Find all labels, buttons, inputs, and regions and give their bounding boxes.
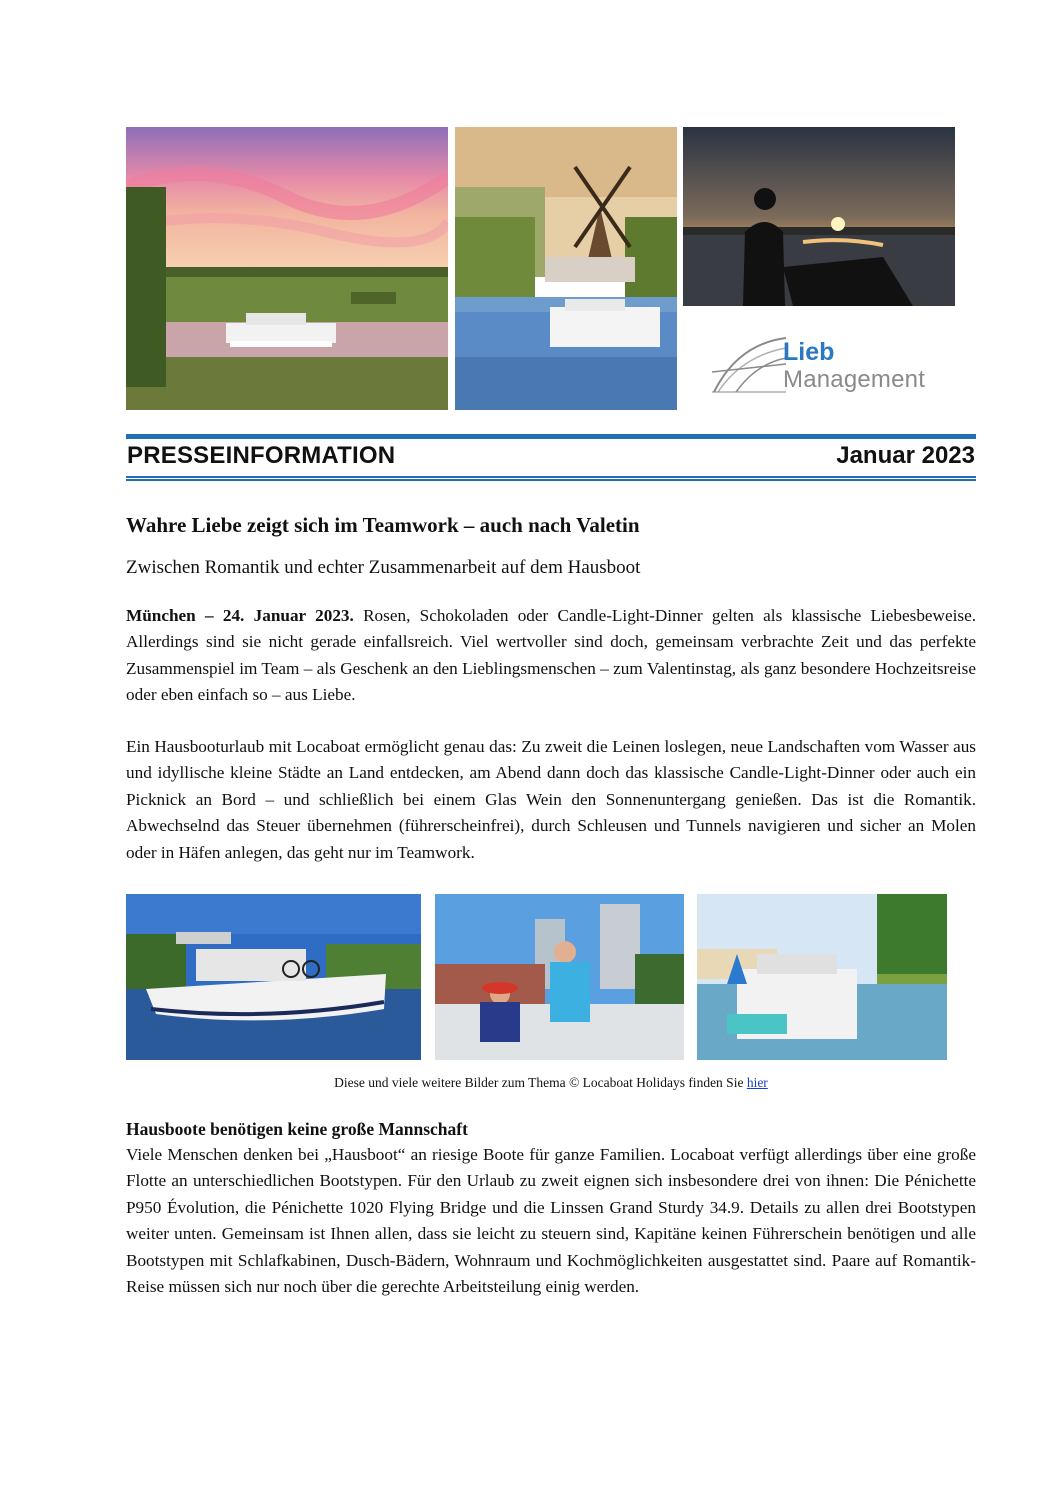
intro-paragraph — [126, 603, 976, 709]
headline: Wahre Liebe zeigt sich im Teamwork – auch nach Valetin — [126, 513, 640, 537]
caption-link[interactable]: hier — [746, 1075, 768, 1090]
image-caption — [126, 1075, 976, 1091]
press-date: Januar 2023 — [836, 442, 975, 469]
section-paragraph: Viele Menschen denken bei „Hausboot“ an riesige Boote für ganze Familien. Locaboat verfügt allerdings über eine große Flotte an unterschiedlichen Bootstypen. Für den Urlaub zu zweit eignen sich insbesondere drei von ihnen: Die Pénichette P950 Évolution, die Pénichette 1020 Flying Bridge und die Linssen Grand Sturdy 34.9. Details zu allen drei Bootstypen weiter unten. Gemeinsam ist Ihnen allen, dass sie leicht zu steuern sind, Kapitäne keinen Führerschein benötigen und alle Bootstypen mit Schlafkabinen, Dusch-Bädern, Wohnraum und Kochmöglichkeiten ausgestattet sind. Paare auf Romantik-Reise müssen sich nur noch über die gerechte Arbeitsteilung einig werden. — [126, 1145, 976, 1297]
subheadline: Zwischen Romantik und echter Zusammenarbeit auf dem Hausboot — [126, 557, 641, 578]
logo-text-management: Management — [783, 366, 926, 393]
photo-sunset-silhouette — [683, 127, 955, 306]
header-rule-bottom-2 — [126, 479, 976, 481]
photo-boat-harbor — [697, 894, 947, 1060]
dateline: München – 24. Januar 2023. — [126, 606, 354, 625]
lieb-management-logo — [708, 330, 958, 400]
press-label: PRESSEINFORMATION — [127, 442, 396, 469]
header-rule-bottom-1 — [126, 476, 976, 478]
intro-text: Rosen, Schokoladen oder Candle-Light-Dinner gelten als klassische Liebesbeweise. Allerdings sind sie nicht gerade einfallsreich. Viel wertvoller sind doch, gemeinsam verbrachte Zeit und das perfekte Zusammenspiel im Team – als Geschenk an den Lieblingsmenschen – zum Valentinstag, als ganz besondere Hochzeitsreise oder eben einfach so – aus Liebe. — [126, 606, 976, 705]
section-title: Hausboote benötigen keine große Mannschaft — [126, 1119, 468, 1139]
photo-houseboat-lake — [126, 894, 421, 1060]
logo-text-lieb: Lieb — [783, 338, 835, 366]
paragraph-2: Ein Hausbooturlaub mit Locaboat ermöglicht genau das: Zu zweit die Leinen loslegen, neue Landschaften vom Wasser aus und idyllische kleine Städte an Land entdecken, am Abend dann doch das klassische Candle-Light-Dinner oder auch ein Picknick an Bord – und schließlich bei einem Glas Wein den Sonnenuntergang genießen. Das ist die Romantik. Abwechselnd das Steuer übernehmen (führerscheinfrei), durch Schleusen und Tunnels navigieren und sicher an Molen oder in Häfen anlegen, das geht nur im Teamwork. — [126, 737, 976, 862]
photo-couple-city — [435, 894, 684, 1060]
lieb-management-logo-icon — [708, 334, 788, 396]
photo-windmill-boat — [455, 127, 677, 410]
header-rule-top — [126, 434, 976, 439]
photo-sunset-canal-boat — [126, 127, 448, 410]
caption-text: Diese und viele weitere Bilder zum Thema © Locaboat Holidays finden Sie — [334, 1075, 747, 1090]
